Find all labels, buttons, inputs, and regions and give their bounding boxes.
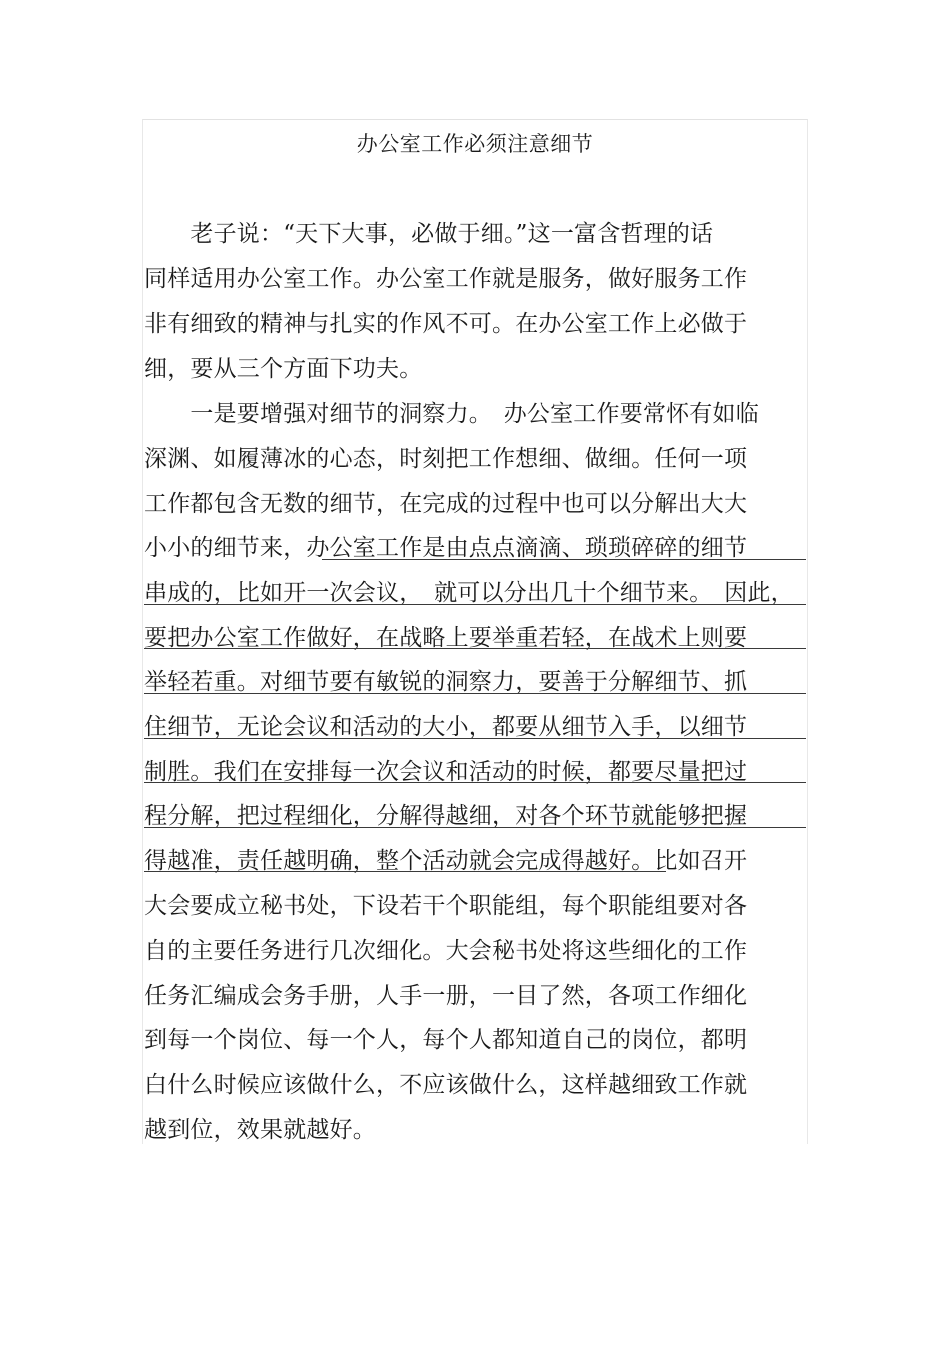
underline-rule — [144, 738, 806, 739]
text-line-20: 白什么时候应该做什么，不应该做什么，这样越细致工作就 — [144, 1072, 748, 1098]
text-line-6: 深渊、如履薄冰的心态，时刻把工作想细、做细。任何一项 — [144, 446, 748, 472]
text-line-10: 要把办公室工作做好，在战略上要举重若轻，在战术上则要 — [144, 625, 748, 651]
text-line-7: 工作都包含无数的细节，在完成的过程中也可以分解出大大 — [144, 491, 748, 517]
underline-rule — [322, 559, 806, 560]
underline-rule — [144, 871, 666, 872]
underline-rule — [144, 827, 806, 828]
text-line-14: 程分解，把过程细化，分解得越细，对各个环节就能够把握 — [144, 803, 748, 829]
text-line-12: 住细节，无论会议和活动的大小，都要从细节入手，以细节 — [144, 714, 748, 740]
text-line-8: 小小的细节来，办公室工作是由点点滴滴、琐琐碎碎的细节 — [144, 535, 748, 561]
text-line-18: 任务汇编成会务手册，人手一册，一目了然，各项工作细化 — [144, 983, 748, 1009]
underline-rule — [144, 648, 806, 649]
text-line-9: 串成的，比如开一次会议， 就可以分出几十个细节来。 因此， — [144, 580, 794, 606]
text-line-1: 老子说：“天下大事，必做于细。”这一富含哲理的话 — [144, 221, 714, 247]
underline-rule — [144, 782, 806, 783]
text-line-21: 越到位，效果就越好。 — [144, 1117, 376, 1143]
text-line-15: 得越准，责任越明确，整个活动就会完成得越好。比如召开 — [144, 848, 748, 874]
underline-rule — [144, 604, 806, 605]
text-line-19: 到每一个岗位、每一个人，每个人都知道自己的岗位，都明 — [144, 1027, 748, 1053]
text-line-11: 举轻若重。对细节要有敏锐的洞察力，要善于分解细节、抓 — [144, 669, 748, 695]
document-title: 办公室工作必须注意细节 — [356, 132, 594, 156]
text-line-3: 非有细致的精神与扎实的作风不可。在办公室工作上必做于 — [144, 311, 748, 337]
text-line-4: 细，要从三个方面下功夫。 — [144, 356, 423, 382]
text-line-16: 大会要成立秘书处，下设若干个职能组，每个职能组要对各 — [144, 893, 748, 919]
text-line-5: 一是要增强对细节的洞察力。 办公室工作要常怀有如临 — [144, 401, 759, 427]
text-line-13: 制胜。我们在安排每一次会议和活动的时候，都要尽量把过 — [144, 759, 748, 785]
text-line-17: 自的主要任务进行几次细化。大会秘书处将这些细化的工作 — [144, 938, 748, 964]
underline-rule — [144, 693, 806, 694]
text-line-2: 同样适用办公室工作。办公室工作就是服务，做好服务工作 — [144, 266, 748, 292]
